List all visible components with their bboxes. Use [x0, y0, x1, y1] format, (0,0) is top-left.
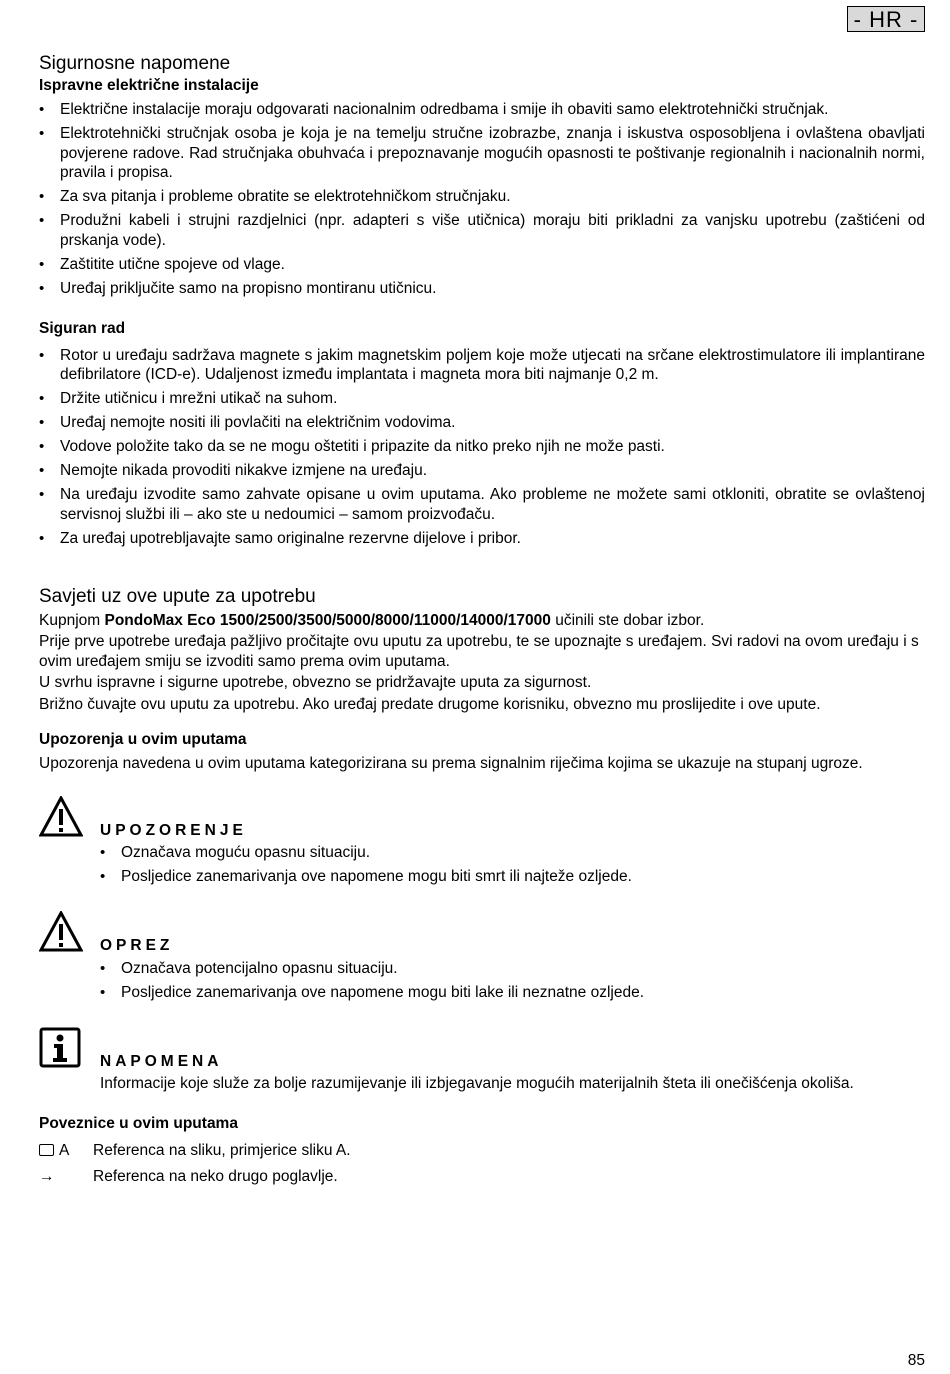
page-number: 85	[907, 1351, 925, 1369]
warning-list	[100, 843, 925, 887]
paragraph: Prije prve upotrebe uređaja pažljivo pročitajte ovu uputu za upotrebu, te se upoznajte s uređajem. Svi radovi na ovom uređaju i s ovim uređajem smiju se izvoditi samo prema ovim uputama.	[39, 633, 919, 670]
list-item: • Uređaj nemojte nositi ili povlačiti na električnim vodovima.	[39, 413, 925, 433]
list-item: • Držite utičnicu i mrežni utikač na suhom.	[39, 389, 925, 409]
list-item: • Produžni kabeli i strujni razdjelnici (npr. adapteri s više utičnica) moraju biti prikladni za vanjsku upotrebu (zaštićeni od prskanja vode).	[39, 211, 925, 250]
intro-paragraph: Kupnjom PondoMax Eco 1500/2500/3500/5000/8000/11000/14000/17000 učinili ste dobar izbor.	[39, 611, 705, 629]
paragraph: Brižno čuvajte ovu uputu za upotrebu. Ako uređaj predate drugome korisniku, obvezno mu proslijedite i ove upute.	[39, 695, 821, 713]
signal-word-caution: OPREZ	[100, 937, 174, 954]
list-item: • Rotor u uređaju sadržava magnete s jakim magnetskim poljem koje može utjecati na srčane elektrostimulatore ili implantirane defibrilatore (ICD-e). Udaljenost između implantata i magneta mora biti najmanje 0,2 m.	[39, 346, 925, 385]
section-title-safety: Sigurnosne napomene	[39, 53, 231, 74]
list-item: • Označava potencijalno opasnu situaciju.	[100, 959, 925, 979]
warning-triangle-icon	[39, 796, 83, 838]
page-content	[39, 52, 925, 1194]
warning-block	[39, 796, 925, 887]
subheading-electrical: Ispravne električne instalacije	[39, 77, 259, 94]
caution-list	[100, 959, 925, 1003]
list-item: • Za uređaj upotrebljavajte samo originalne rezervne dijelove i pribor.	[39, 529, 925, 549]
figure-box-icon	[39, 1144, 54, 1156]
list-item: • Za sva pitanja i probleme obratite se elektrotehničkom stručnjaku.	[39, 187, 925, 207]
electrical-list	[39, 100, 925, 298]
list-item: • Posljedice zanemarivanja ove napomene mogu biti lake ili neznatne ozljede.	[100, 983, 925, 1003]
note-text: Informacije koje služe za bolje razumijevanje ili izbjegavanje mogućih materijalnih šteta ili onečišćenja okoliša.	[100, 1075, 854, 1092]
list-item: • Elektrotehnički stručnjak osoba je koja je na temelju stručne izobrazbe, znanja i iskustva osposobljena i ovlaštena obavljati povjerene radove. Rad stručnjaka obuhvaća i prepoznavanje mogućih opasnosti te poštivanje regionalnih i nacionalnih normi, pravila i propisa.	[39, 124, 925, 183]
figure-reference-symbol: A	[39, 1141, 93, 1161]
list-item: • Na uređaju izvodite samo zahvate opisane u ovim uputama. Ako probleme ne možete sami otkloniti, obratite se ovlaštenoj servisnoj službi ili – ako ste u nedoumici – samom proizvođaču.	[39, 485, 925, 524]
list-item: • Vodove položite tako da se ne mogu oštetiti i pripazite da nitko preko njih ne može pasti.	[39, 437, 925, 457]
product-name: PondoMax Eco 1500/2500/3500/5000/8000/11000/14000/17000	[104, 611, 551, 629]
reference-text: Referenca na sliku, primjerice sliku A.	[93, 1141, 351, 1159]
warnings-intro: Upozorenja navedena u ovim uputama kategorizirana su prema signalnim riječima kojima se ukazuje na stupanj ugroze.	[39, 755, 863, 772]
reference-row	[39, 1167, 925, 1187]
list-item: • Nemojte nikada provoditi nikakve izmjene na uređaju.	[39, 461, 925, 481]
note-block	[39, 1027, 925, 1094]
reference-row	[39, 1141, 925, 1161]
signal-word-note: NAPOMENA	[100, 1052, 223, 1070]
subheading-references: Poveznice u ovim uputama	[39, 1114, 238, 1132]
list-item: • Posljedice zanemarivanja ove napomene mogu biti smrt ili najteže ozljede.	[100, 867, 925, 887]
paragraph: U svrhu ispravne i sigurne upotrebe, obvezno se pridržavajte uputa za sigurnost.	[39, 674, 592, 691]
subheading-safe-operation: Siguran rad	[39, 319, 126, 337]
info-icon	[39, 1027, 83, 1069]
signal-word-warning: UPOZORENJE	[100, 821, 247, 839]
language-tag: - HR -	[847, 6, 925, 32]
safe-operation-list	[39, 346, 925, 549]
reference-text: Referenca na neko drugo poglavlje.	[93, 1168, 338, 1185]
list-item: • Zaštitite utične spojeve od vlage.	[39, 255, 925, 275]
list-item: • Označava moguću opasnu situaciju.	[100, 843, 925, 863]
arrow-right-icon: →	[39, 1168, 55, 1185]
section-title-tips: Savjeti uz ove upute za upotrebu	[39, 585, 316, 607]
list-item: • Električne instalacije moraju odgovarati nacionalnim odredbama i smije ih obaviti samo elektrotehnički stručnjak.	[39, 100, 925, 120]
caution-block	[39, 911, 925, 1002]
caution-triangle-icon	[39, 911, 83, 953]
list-item: • Uređaj priključite samo na propisno montiranu utičnicu.	[39, 279, 925, 299]
subheading-warnings: Upozorenja u ovim uputama	[39, 731, 247, 748]
